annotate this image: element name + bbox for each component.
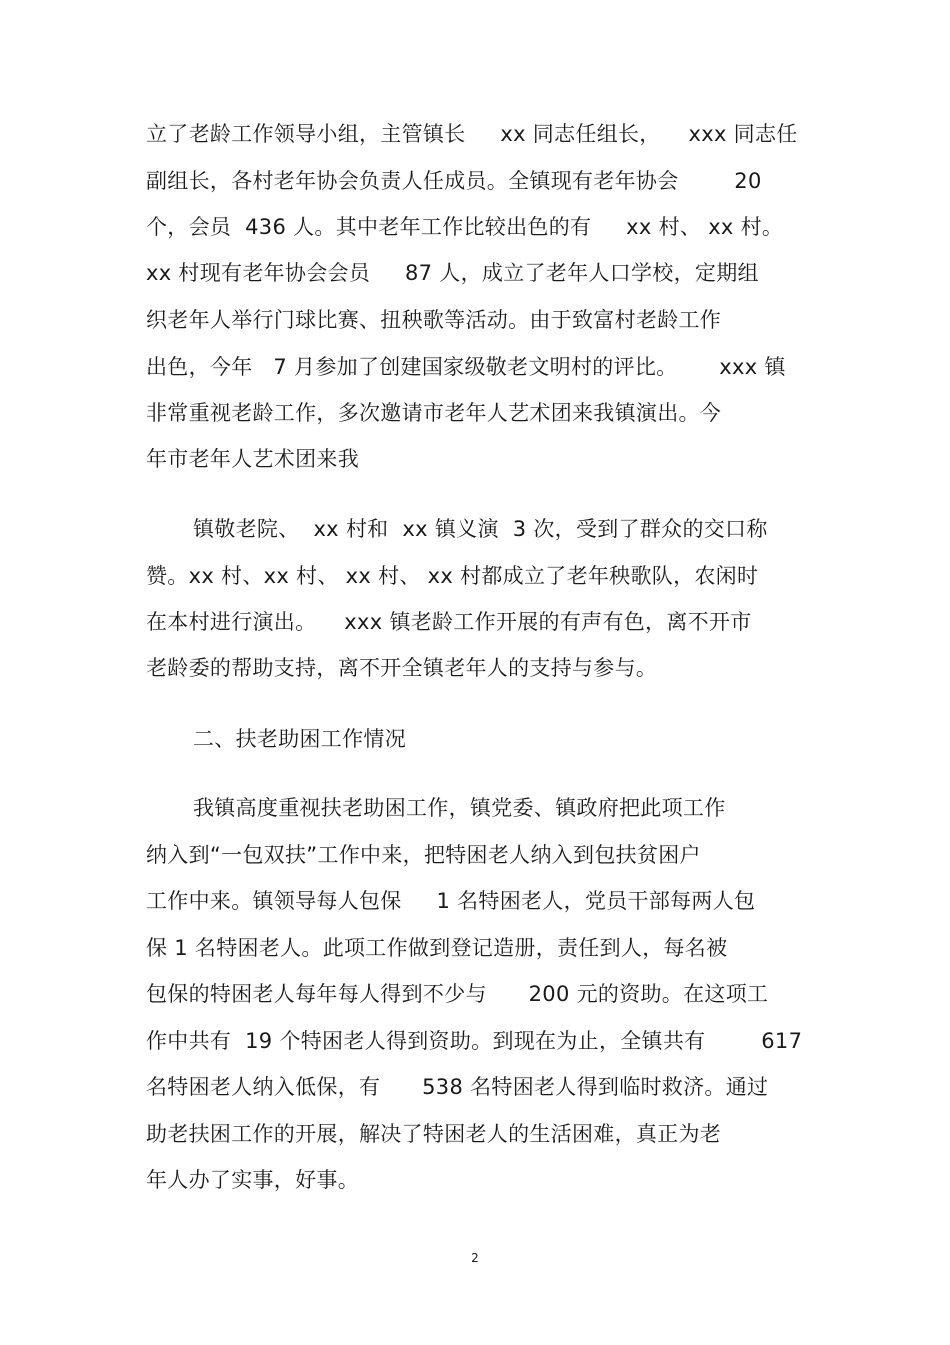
text-line: 织老年人举行门球比赛、扭秧歌等活动。由于致富村老龄工作 xyxy=(146,308,722,332)
text-line: 赞。xx 村、xx 村、 xx 村、 xx 村都成立了老年秧歌队，农闲时 xyxy=(146,564,759,588)
text-line: 在本村进行演出。 xxx 镇老龄工作开展的有声有色，离不开市 xyxy=(146,610,752,634)
text-line: 纳入到“一包双扶”工作中来，把特困老人纳入到包扶贫困户 xyxy=(146,843,701,867)
text-line: 工作中来。镇领导每人包保 1 名特困老人，党员干部每两人包 xyxy=(146,889,756,913)
text-line: 助老扶困工作的开展，解决了特困老人的生活困难，真正为老 xyxy=(146,1122,722,1146)
text-line: 副组长，各村老年协会负责人任成员。全镇现有老年协会 20 xyxy=(146,169,762,193)
section-heading: 二、扶老助困工作情况 xyxy=(193,727,406,751)
text-line: 非常重视老龄工作，多次邀请市老年人艺术团来我镇演出。今 xyxy=(146,401,722,425)
text-line: 保 1 名特困老人。此项工作做到登记造册，责任到人，每名被 xyxy=(146,936,728,960)
text-line: 个，会员 436 人。其中老年工作比较出色的有 xx 村、 xx 村。 xyxy=(146,215,784,239)
text-line: 立了老龄工作领导小组，主管镇长 xx 同志任组长， xxx 同志任 xyxy=(146,122,798,146)
text-line: 镇敬老院、 xx 村和 xx 镇义演 3 次，受到了群众的交口称 xyxy=(193,517,768,541)
text-line: 包保的特困老人每年每人得到不少与 200 元的资助。在这项工 xyxy=(146,982,769,1006)
text-line: 名特困老人纳入低保，有 538 名特困老人得到临时救济。通过 xyxy=(146,1075,769,1099)
text-line: 作中共有 19 个特困老人得到资助。到现在为止，全镇共有 617 xyxy=(146,1029,803,1053)
text-line: 年市老年人艺术团来我 xyxy=(146,447,359,471)
text-line: 老龄委的帮助支持，离不开全镇老年人的支持与参与。 xyxy=(146,656,658,680)
text-line: 我镇高度重视扶老助困工作，镇党委、镇政府把此项工作 xyxy=(193,796,726,820)
page-number: 2 xyxy=(471,1251,479,1265)
text-line: 年人办了实事，好事。 xyxy=(146,1168,359,1192)
text-line: 出色，今年 7 月参加了创建国家级敬老文明村的评比。 xxx 镇 xyxy=(146,355,786,379)
text-line: xx 村现有老年协会会员 87 人，成立了老年人口学校，定期组 xyxy=(146,261,759,285)
